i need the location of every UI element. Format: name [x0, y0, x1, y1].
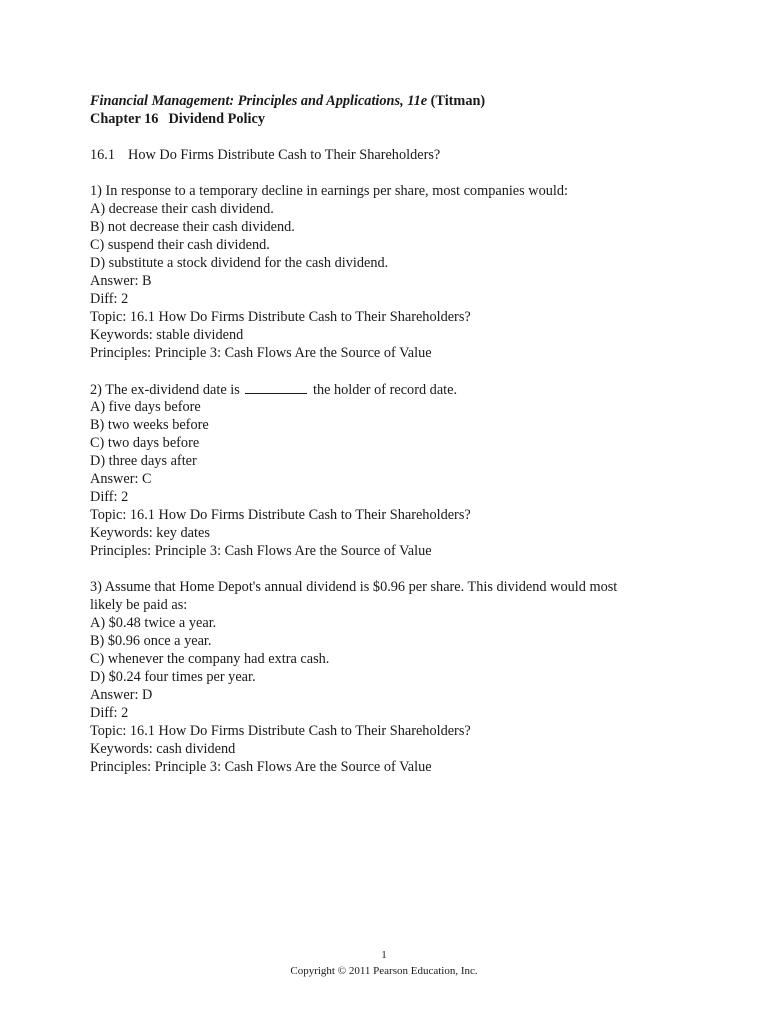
topic: Topic: 16.1 How Do Firms Distribute Cash to Their Shareholders?: [90, 507, 471, 523]
book-title-text: Financial Management: Principles and Applications, 11e: [90, 93, 428, 109]
option-b: B) $0.96 once a year.: [90, 633, 212, 649]
difficulty: Diff: 2: [90, 705, 129, 721]
option-d: D) $0.24 four times per year.: [90, 669, 256, 685]
copyright-notice: Copyright © 2011 Pearson Education, Inc.: [290, 965, 478, 977]
question-stem-line-2: likely be paid as:: [90, 597, 188, 613]
keywords: Keywords: cash dividend: [90, 741, 236, 757]
keywords: Keywords: stable dividend: [90, 327, 244, 343]
keywords: Keywords: key dates: [90, 525, 210, 541]
section-title: How Do Firms Distribute Cash to Their Shareholders?: [128, 147, 441, 163]
principles: Principles: Principle 3: Cash Flows Are the Source of Value: [90, 759, 432, 775]
book-author: (Titman): [430, 93, 486, 109]
topic: Topic: 16.1 How Do Firms Distribute Cash to Their Shareholders?: [90, 723, 471, 739]
principles: Principles: Principle 3: Cash Flows Are the Source of Value: [90, 543, 432, 559]
stem-before-blank: 2) The ex-dividend date is: [90, 382, 240, 398]
chapter-number: Chapter 16: [90, 111, 159, 127]
option-c: C) suspend their cash dividend.: [90, 237, 270, 253]
answer: Answer: D: [90, 687, 153, 703]
question-stem-line-1: 3) Assume that Home Depot's annual dividend is $0.96 per share. This dividend would most: [90, 579, 618, 595]
option-c: C) whenever the company had extra cash.: [90, 651, 330, 667]
question-stem: 1) In response to a temporary decline in earnings per share, most companies would:: [90, 183, 569, 199]
page-number: 1: [381, 949, 387, 961]
principles: Principles: Principle 3: Cash Flows Are the Source of Value: [90, 345, 432, 361]
option-a: A) decrease their cash dividend.: [90, 201, 274, 217]
option-b: B) two weeks before: [90, 417, 209, 433]
chapter-heading: [90, 110, 690, 128]
answer: Answer: B: [90, 273, 152, 289]
option-a: A) $0.48 twice a year.: [90, 615, 217, 631]
question-3: [90, 578, 690, 776]
question-1: [90, 182, 690, 362]
section-number: 16.1: [90, 147, 116, 163]
option-d: D) three days after: [90, 453, 197, 469]
book-title: [90, 92, 690, 110]
question-stem: [90, 380, 690, 398]
difficulty: Diff: 2: [90, 489, 129, 505]
document-page: [90, 92, 690, 776]
option-b: B) not decrease their cash dividend.: [90, 219, 295, 235]
difficulty: Diff: 2: [90, 291, 129, 307]
fill-in-blank: [245, 380, 307, 394]
option-a: A) five days before: [90, 399, 201, 415]
section-heading: [90, 146, 690, 164]
option-c: C) two days before: [90, 435, 200, 451]
option-d: D) substitute a stock dividend for the cash dividend.: [90, 255, 389, 271]
answer: Answer: C: [90, 471, 152, 487]
question-2: [90, 380, 690, 560]
chapter-name: Dividend Policy: [168, 111, 265, 127]
topic: Topic: 16.1 How Do Firms Distribute Cash to Their Shareholders?: [90, 309, 471, 325]
stem-after-blank: the holder of record date.: [312, 382, 458, 398]
